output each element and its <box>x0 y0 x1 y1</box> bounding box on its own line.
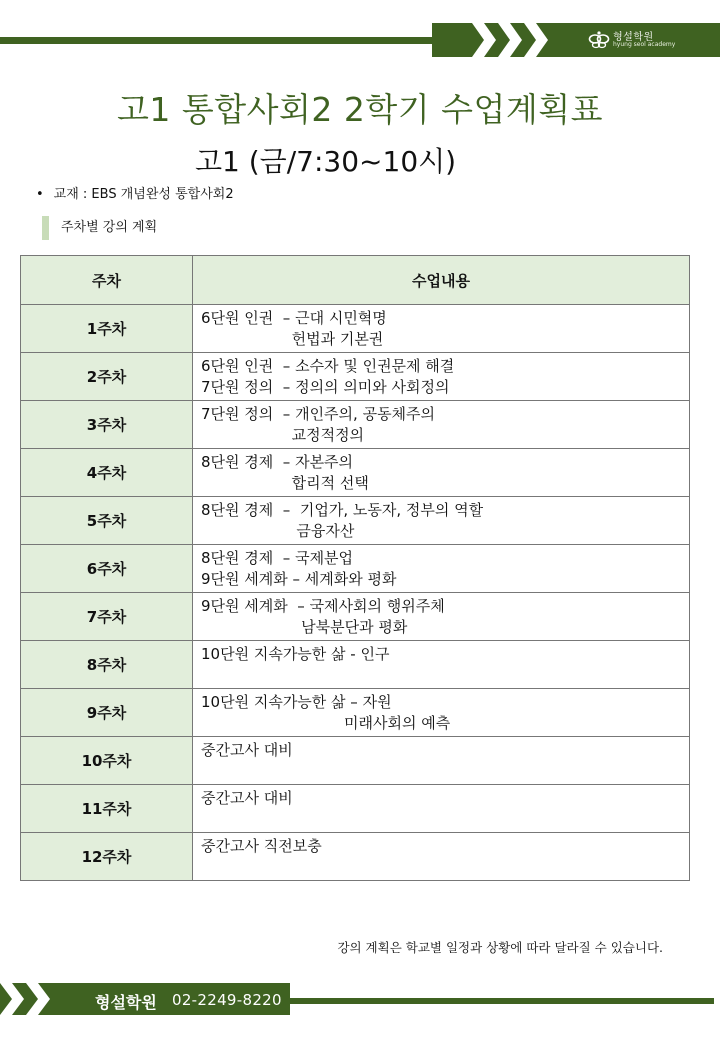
week-cell: 12주차 <box>21 833 193 881</box>
footer-phone: 02-2249-8220 <box>172 991 282 1009</box>
table-row <box>21 737 690 785</box>
footer-academy-name: 형설학원 <box>95 993 157 1012</box>
top-divider-line <box>0 37 440 44</box>
table-row <box>21 785 690 833</box>
table-row <box>21 353 690 401</box>
week-cell: 2주차 <box>21 353 193 401</box>
content-cell: 10단원 지속가능한 삶 - 인구 <box>193 641 690 689</box>
academy-logo <box>588 27 708 53</box>
content-cell: 8단원 경제 – 자본주의 합리적 선택 <box>193 449 690 497</box>
weekly-plan-table <box>20 255 690 881</box>
table-row <box>21 545 690 593</box>
table-row <box>21 833 690 881</box>
logo-subtitle: hyung seol academy <box>613 41 676 48</box>
chevron-arrows-icon <box>432 23 552 57</box>
table-header-row <box>21 256 690 305</box>
content-cell: 6단원 인권 – 근대 시민혁명 헌법과 기본권 <box>193 305 690 353</box>
content-cell: 8단원 경제 – 기업가, 노동자, 정부의 역할 금융자산 <box>193 497 690 545</box>
plan-label-text: 주차별 강의 계획 <box>61 220 158 235</box>
week-cell: 9주차 <box>21 689 193 737</box>
class-schedule-subtitle: 고1 (금/7:30~10시) <box>195 145 457 178</box>
content-cell: 6단원 인권 – 소수자 및 인권문제 해결 7단원 정의 – 정의의 의미와 사회정의 <box>193 353 690 401</box>
table-row <box>21 689 690 737</box>
week-cell: 11주차 <box>21 785 193 833</box>
textbook-text: 교재 : EBS 개념완성 통합사회2 <box>53 187 234 202</box>
week-cell: 4주차 <box>21 449 193 497</box>
page-title: 고1 통합사회2 2학기 수업계획표 <box>117 90 603 129</box>
week-cell: 3주차 <box>21 401 193 449</box>
week-cell: 8주차 <box>21 641 193 689</box>
header-week: 주차 <box>21 256 193 305</box>
bullet-icon: • <box>36 187 44 202</box>
plan-section-label <box>42 216 157 240</box>
week-cell: 5주차 <box>21 497 193 545</box>
table-row <box>21 401 690 449</box>
logo-name: 형설학원 <box>613 32 654 43</box>
chevron-arrows-icon <box>0 983 80 1015</box>
week-cell: 10주차 <box>21 737 193 785</box>
content-cell: 8단원 경제 – 국제분업 9단원 세계화 – 세계화와 평화 <box>193 545 690 593</box>
table-row <box>21 305 690 353</box>
schedule-note: 강의 계획은 학교별 일정과 상황에 따라 달라질 수 있습니다. <box>337 940 663 955</box>
content-cell: 7단원 정의 – 개인주의, 공동체주의 교정적정의 <box>193 401 690 449</box>
butterfly-logo-icon <box>588 29 610 51</box>
week-cell: 7주차 <box>21 593 193 641</box>
header-content: 수업내용 <box>193 256 690 305</box>
week-cell: 1주차 <box>21 305 193 353</box>
table-row <box>21 593 690 641</box>
week-cell: 6주차 <box>21 545 193 593</box>
textbook-line <box>36 183 234 202</box>
section-marker <box>42 216 49 240</box>
table-row <box>21 497 690 545</box>
content-cell: 10단원 지속가능한 삶 – 자원 미래사회의 예측 <box>193 689 690 737</box>
content-cell: 중간고사 대비 <box>193 785 690 833</box>
table-row <box>21 641 690 689</box>
footer-divider-line <box>288 998 714 1004</box>
content-cell: 중간고사 대비 <box>193 737 690 785</box>
table-row <box>21 449 690 497</box>
content-cell: 9단원 세계화 – 국제사회의 행위주체 남북분단과 평화 <box>193 593 690 641</box>
content-cell: 중간고사 직전보충 <box>193 833 690 881</box>
